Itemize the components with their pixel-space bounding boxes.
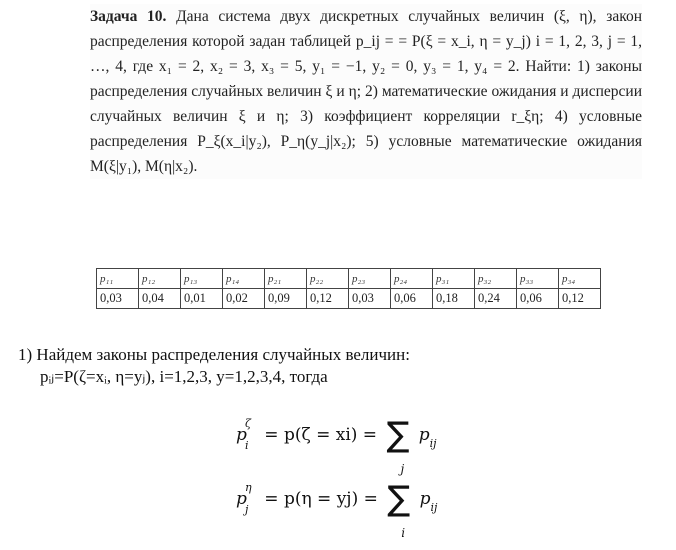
table-value-cell: 0,04 [139, 289, 181, 309]
table-header-cell: p₃₄ [559, 269, 601, 289]
table-value-cell: 0,01 [181, 289, 223, 309]
solution-block [18, 345, 658, 387]
table-header-row [97, 269, 601, 289]
solution-step-heading: 1) Найдем законы распределения случайных величин: [18, 345, 410, 364]
sum-symbol: ∑ j [386, 418, 409, 452]
formula-subscript: j [245, 502, 249, 516]
table-header-cell: p₂₁ [265, 269, 307, 289]
table-header-cell: p₂₄ [391, 269, 433, 289]
formula-term: $p_{ij}$ [419, 488, 438, 514]
table-value-cell: 0,03 [349, 289, 391, 309]
problem-heading: Задача 10. [90, 8, 167, 25]
table-value-cell: 0,12 [307, 289, 349, 309]
formula-lhs: p η j [236, 480, 252, 516]
solution-definition: pᵢⱼ=P(ζ=xᵢ, η=yⱼ), i=1,2,3, y=1,2,3,4, тогда [40, 367, 328, 386]
table-value-cell: 0,09 [265, 289, 307, 309]
formula-rhs: = p(η = yj) = [264, 488, 378, 509]
table-value-cell: 0,06 [391, 289, 433, 309]
formula-superscript: ζ [245, 416, 251, 430]
table-header-cell: p₃₂ [475, 269, 517, 289]
formula-superscript: η [245, 480, 252, 494]
table-value-cell: 0,18 [433, 289, 475, 309]
table-value-cell: 0,03 [97, 289, 139, 309]
formula-subscript: i [245, 438, 249, 452]
table-header-cell: p₁₂ [139, 269, 181, 289]
sum-index: i [401, 526, 406, 540]
table-value-cell: 0,06 [517, 289, 559, 309]
problem-text: Дана система двух дискретных случайных величин (ξ, η), закон распределения которой задан таблицей p_ij = = P(ξ = x_i, η = y_j) i = 1, 2, 3, j = 1, …, 4, где x₁ = 2, x₂ = 3, x₃ = 5, y₁ = −1, y₂ = 0, y₃ = 1, y₄ = 2. Найти: 1) законы распределения случайных величин ξ и η; 2) математические ожидания и дисперсии случайных величин ξ и η; 3) коэффициент корреляции r_ξη; 4) условные распределения P_ξ(x_i|y₂), P_η(y_j|x₂); 5) условные математические ожидания M(ξ|y₁), M(η|x₂). [90, 8, 642, 175]
table-header-cell: p₁₃ [181, 269, 223, 289]
sum-symbol: ∑ i [387, 482, 410, 516]
table-value-cell: 0,02 [223, 289, 265, 309]
formula-marginal-xi [236, 415, 536, 476]
table-header-cell: p₂₃ [349, 269, 391, 289]
term-subscript: ij [429, 436, 437, 450]
table-header-cell: p₁₄ [223, 269, 265, 289]
formula-marginal-eta [236, 479, 536, 540]
formula-term: $p_{ij}$ [418, 424, 437, 450]
table-header-cell: p₁₁ [97, 269, 139, 289]
table-value-cell: 0,12 [559, 289, 601, 309]
problem-paragraph [90, 4, 642, 179]
formula-lhs: p ζ i [236, 416, 251, 452]
term-subscript: ij [430, 500, 438, 514]
probability-table [96, 268, 601, 309]
table-header-cell: p₃₃ [517, 269, 559, 289]
table-header-cell: p₃₁ [433, 269, 475, 289]
table-header-cell: p₂₂ [307, 269, 349, 289]
problem-scan [90, 4, 642, 179]
table-value-cell: 0,24 [475, 289, 517, 309]
formula-rhs: = p(ζ = xi) = [264, 424, 378, 445]
table-value-row [97, 289, 601, 309]
sum-index: j [400, 462, 405, 476]
